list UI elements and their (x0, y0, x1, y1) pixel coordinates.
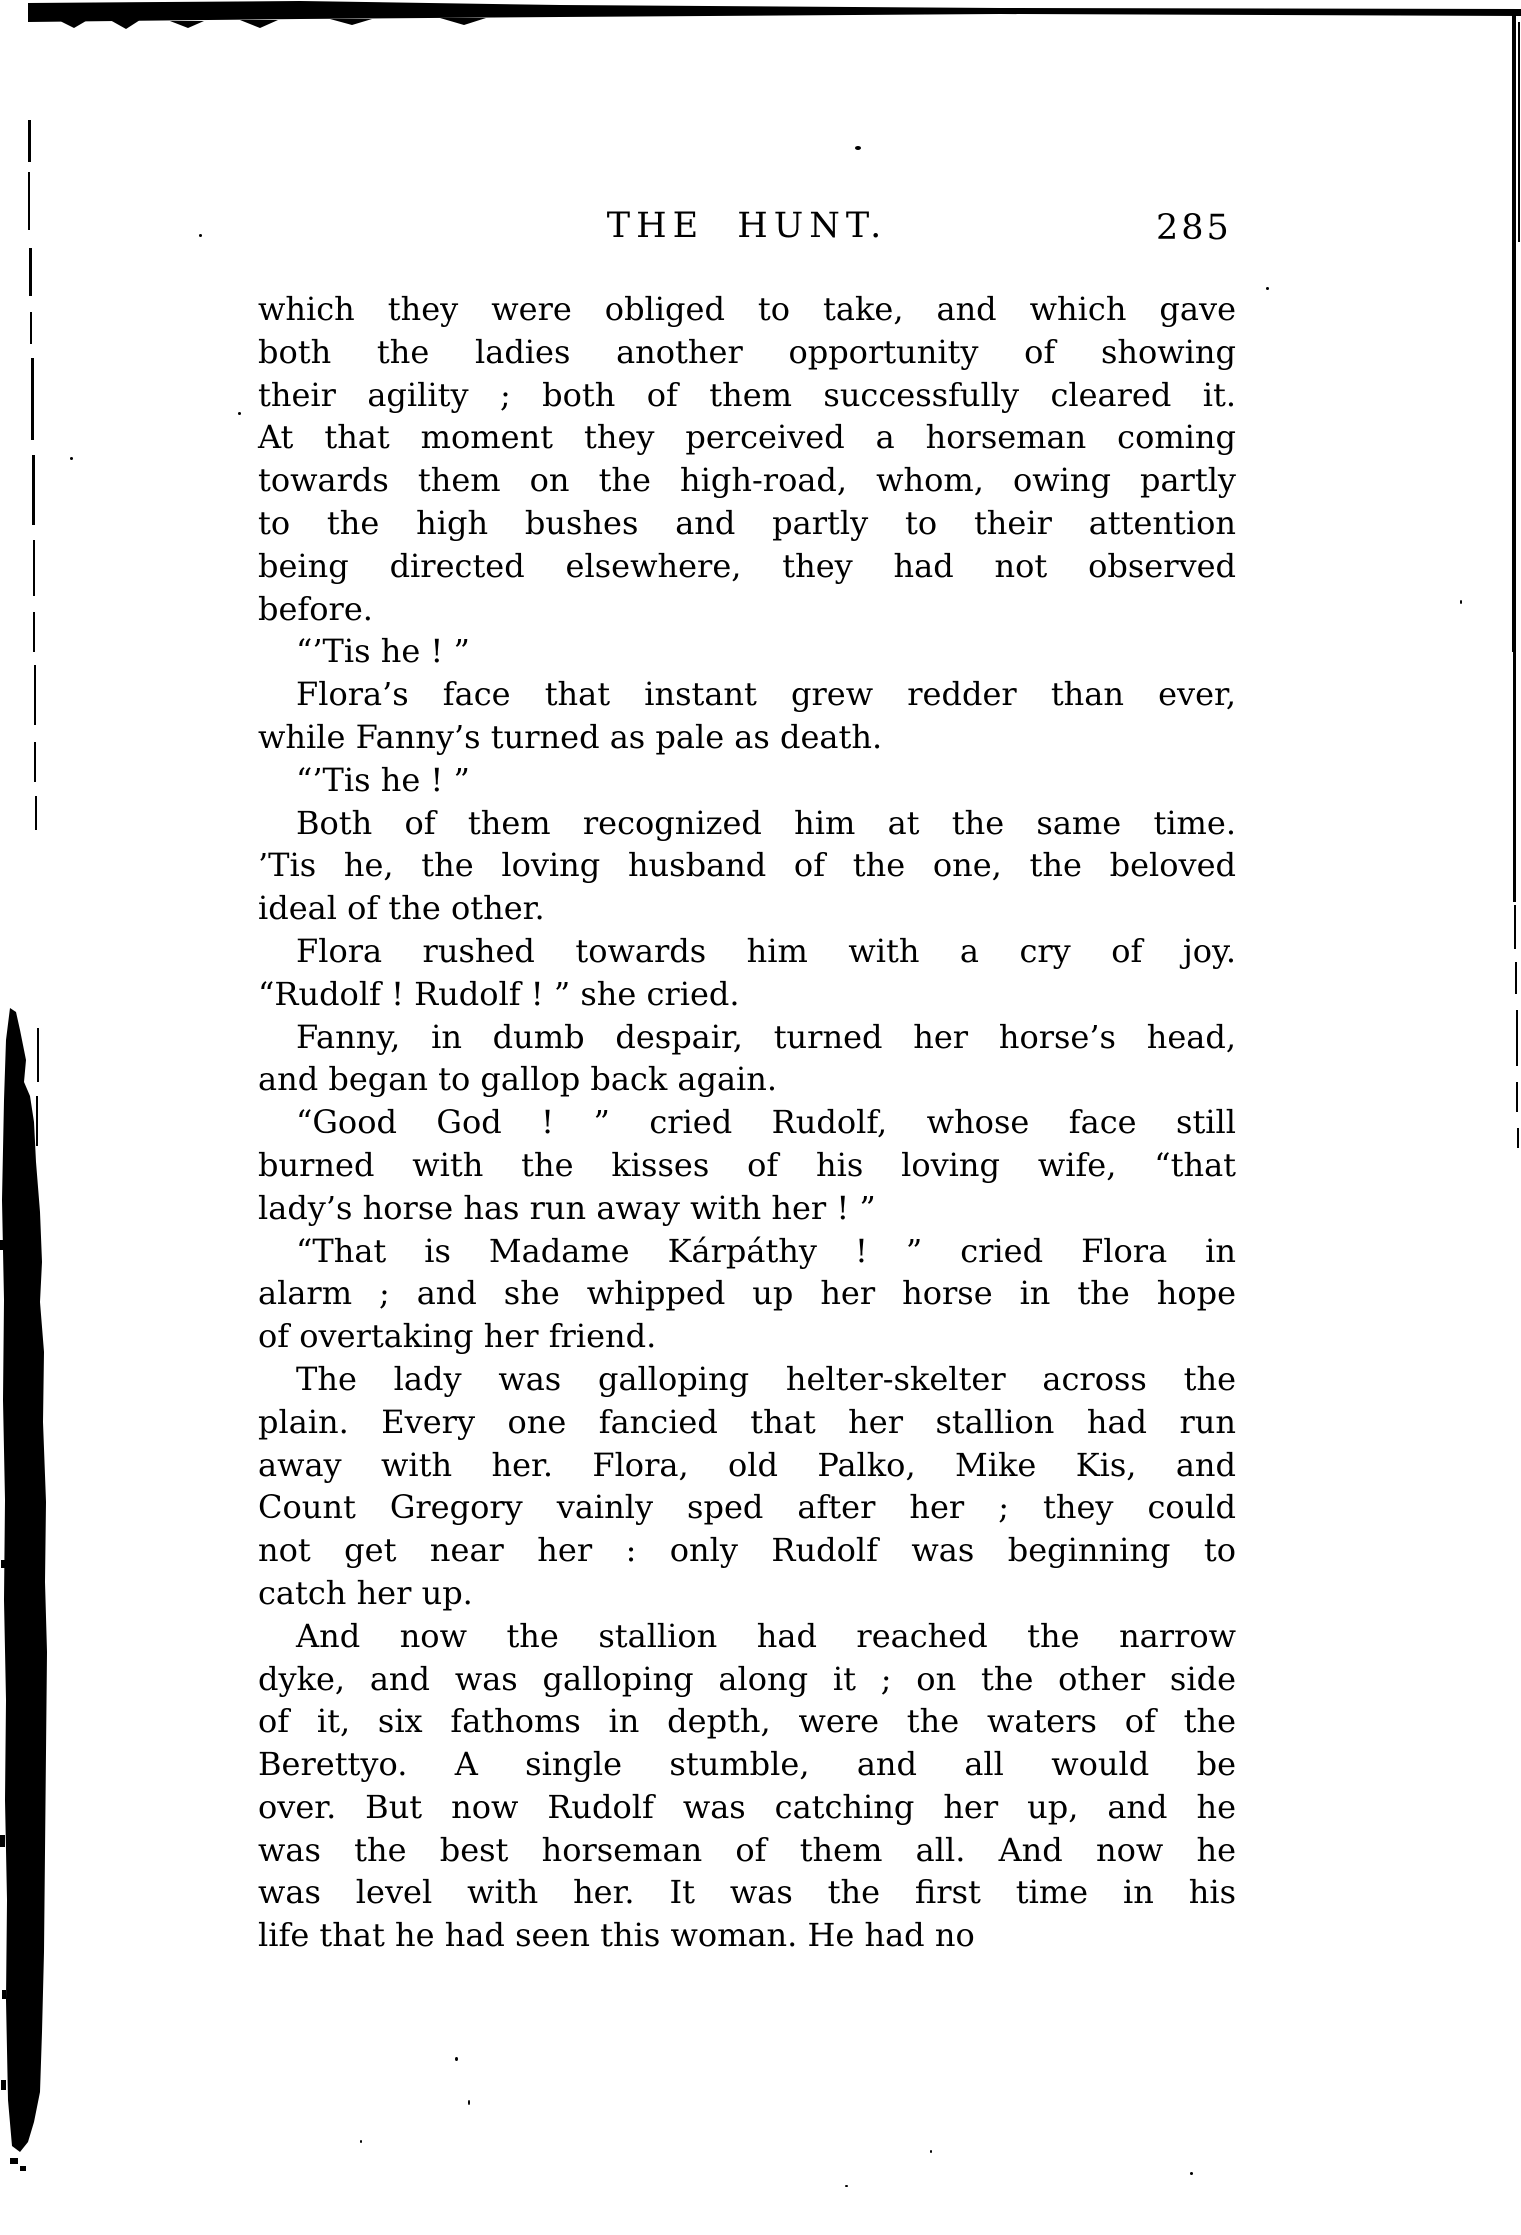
left-margin-line (33, 540, 35, 596)
text-line: ideal of the other. (258, 889, 545, 928)
scan-speck (930, 2150, 932, 2153)
text-line: Flora rushed towards him with a cry of joy. (296, 931, 1236, 970)
text-line: over. But now Rudolf was catching her up, and he (258, 1787, 1236, 1826)
text-line: of overtaking her friend. (258, 1317, 657, 1356)
text-line: before. (258, 589, 373, 628)
text-line: Berettyo. A single stumble, and all would be (258, 1745, 1236, 1784)
left-margin-line (34, 742, 36, 782)
text-line: Flora’s face that instant grew redder than ever, (296, 675, 1236, 714)
scan-speck (468, 2100, 470, 2105)
text-line: was level with her. It was the first time in his (258, 1873, 1236, 1912)
text-line: dyke, and was galloping along it ; on the other side (258, 1659, 1236, 1698)
text-line: Count Gregory vainly sped after her ; they could (258, 1488, 1236, 1527)
left-margin-line (28, 172, 30, 230)
scan-speck (1266, 287, 1269, 290)
scan-speck (70, 457, 73, 460)
text-line: their agility ; both of them successfully cleared it. (258, 375, 1236, 414)
text-block (258, 288, 1236, 1957)
text-line: not get near her : only Rudolf was beginning to (258, 1531, 1236, 1570)
left-margin-line (36, 1128, 38, 1146)
scan-speck (1460, 600, 1462, 604)
left-margin-line (30, 312, 32, 344)
left-margin-line (28, 120, 31, 162)
page-edge-line-right (1516, 1082, 1518, 1112)
text-line: of it, six fathoms in depth, were the waters of the (258, 1702, 1236, 1741)
text-line: to the high bushes and partly to their attention (258, 503, 1236, 542)
text-line: both the ladies another opportunity of showing (258, 332, 1236, 371)
text-line: The lady was galloping helter-skelter across the (296, 1359, 1236, 1398)
scan-speck (455, 2057, 458, 2061)
scan-speck (238, 412, 241, 415)
scan-speck (199, 234, 202, 237)
text-line: away with her. Flora, old Palko, Mike Kis, and (258, 1445, 1236, 1484)
text-line: “That is Madame Kárpáthy ! ” cried Flora in (296, 1231, 1236, 1270)
text-line: And now the stallion had reached the narrow (296, 1616, 1236, 1655)
text-line: plain. Every one fancied that her stallion had run (258, 1402, 1236, 1441)
text-line: life that he had seen this woman. He had no (258, 1916, 975, 1955)
scan-artifact-left-blob (2, 1008, 47, 2152)
text-line: was the best horseman of them all. And now he (258, 1830, 1236, 1869)
page-title: THE HUNT. (606, 206, 888, 246)
text-line: and began to gallop back again. (258, 1060, 778, 1099)
text-line: Both of them recognized him at the same time. (296, 803, 1236, 842)
page-edge-line-right (1514, 905, 1516, 949)
scan-speck (845, 2185, 848, 2187)
scan-speck (1190, 2172, 1193, 2175)
page-edge-line-right (1513, 652, 1516, 902)
page-number: 285 (1156, 208, 1232, 248)
left-margin-line (35, 796, 37, 830)
text-line: Fanny, in dumb despair, turned her horse’s head, (296, 1017, 1236, 1056)
text-line: “Rudolf ! Rudolf ! ” she cried. (258, 974, 740, 1013)
scan-artifact-top-bar (28, 1, 1521, 22)
page-edge-line-right (1515, 962, 1517, 994)
text-line: lady’s horse has run away with her ! ” (258, 1188, 876, 1227)
text-line: “’Tis he ! ” (296, 760, 470, 799)
left-margin-line (33, 612, 35, 652)
text-line: being directed elsewhere, they had not observed (258, 546, 1236, 585)
scan-speck (855, 146, 861, 150)
text-line: “’Tis he ! ” (296, 632, 470, 671)
text-line: catch her up. (258, 1573, 473, 1612)
left-margin-line (34, 665, 36, 725)
text-line: which they were obliged to take, and which gave (258, 290, 1236, 328)
left-margin-line (31, 358, 34, 440)
scan-speck (360, 2140, 362, 2143)
text-line: ’Tis he, the loving husband of the one, the beloved (258, 846, 1236, 885)
text-line: alarm ; and she whipped up her horse in the hope (258, 1274, 1236, 1313)
page-edge-line-right (1512, 12, 1516, 652)
text-line: “Good God ! ” cried Rudolf, whose face still (296, 1103, 1236, 1142)
text-line: At that moment they perceived a horseman coming (258, 418, 1236, 457)
left-margin-line (29, 248, 32, 296)
text-line: while Fanny’s turned as pale as death. (258, 717, 883, 756)
page-edge-line-right (1517, 1128, 1519, 1148)
left-margin-line (32, 455, 35, 525)
text-line: towards them on the high-road, whom, owing partly (258, 461, 1236, 500)
page-edge-line-right (1516, 1010, 1518, 1066)
page-edge-line-right (1518, 22, 1520, 242)
text-line: burned with the kisses of his loving wife, “that (258, 1145, 1236, 1184)
